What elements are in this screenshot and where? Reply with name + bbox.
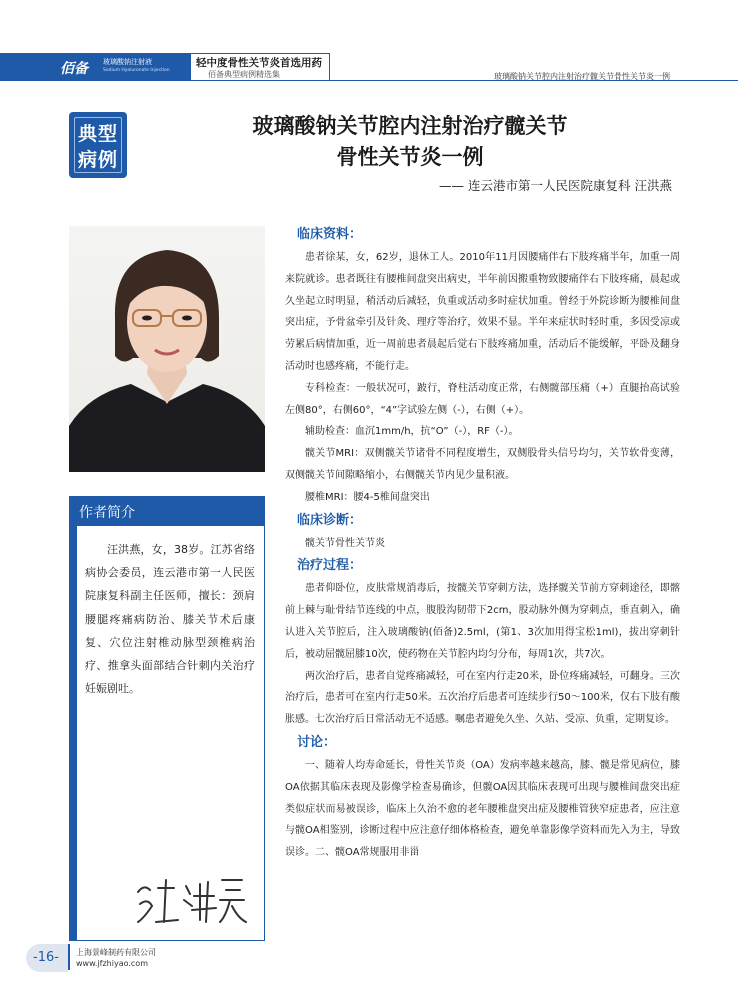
author-intro-heading: 作者简介 [79, 505, 135, 521]
treatment-outcome: 两次治疗后，患者自觉疼痛减轻，可在室内行走20米，卧位疼痛减轻，可翻身。三次治疗后，患者可在室内行走50米。五次治疗后患者可连续步行50～100米，仅右下肢有酸胀感。七次治疗后日常活动无不适感。嘱患者避免久坐、久站、受凉、负重，定期复诊。 [285, 670, 680, 726]
article-body [285, 225, 680, 864]
section-heading-treatment: 治疗过程： [297, 558, 363, 574]
clinical-history: 患者徐某，女，62岁，退休工人。2010年11月因腰痛伴右下肢疼痛半年，加重一周来院就诊。患者既往有腰椎间盘突出病史，半年前因搬重物致腰痛伴右下肢疼痛，晨起或久坐起立时明显，稍活动后减轻，负重或活动多时症状加重。曾经于外院诊断为腰椎间盘突出症，予骨盆牵引及针灸、理疗等治疗，效果不显。半年来症状时轻时重，多因受凉或劳累后病情加重，近一周前患者晨起后觉右下肢疼痛加重，活动后不能缓解，平卧及翻身活动时也感疼痛，不能行走。 [285, 252, 680, 372]
article-title-line1: 玻璃酸钠关节腔内注射治疗髋关节 [252, 114, 568, 138]
clinical-lumbar-mri-label: 腰椎MRI： [305, 491, 354, 503]
clinical-hip-mri-label: 髋关节MRI： [305, 448, 365, 460]
running-title: 玻璃酸钠关节腔内注射治疗髋关节骨性关节炎一例 [494, 72, 670, 81]
case-badge-line1: 典型 [77, 123, 118, 145]
brand-product-en: Sodium Hyaluronate Injection [103, 68, 170, 73]
section-heading-clinical: 临床资料： [297, 227, 363, 242]
clinical-exam-label: 专科检查： [305, 382, 356, 394]
article-title-line2: 骨性关节炎一例 [336, 145, 484, 169]
header-band [0, 53, 190, 81]
clinical-aux-text: 血沉1mm/h，抗“O”（-），RF（-）。 [355, 426, 519, 438]
header-tab-title: 轻中度骨性关节炎首选用药 [196, 57, 322, 69]
clinical-hip-mri [285, 443, 680, 487]
clinical-exam [285, 378, 680, 422]
clinical-exam-text: 一般状况可，跛行，脊柱活动度正常，右侧髋部压痛（+）直腿抬高试验左侧80°，右侧60°，“4”字试验左侧（-），右侧（+）。 [285, 382, 680, 416]
clinical-lumbar-mri-text: 腰4-5椎间盘突出 [353, 491, 430, 503]
case-badge-line2: 病例 [77, 149, 118, 171]
brand-logo: 佰备 [60, 61, 88, 77]
author-intro-strip [69, 496, 77, 941]
header-tab-subtitle: 佰备典型病例精选集 [208, 70, 280, 79]
treatment-procedure: 患者仰卧位，皮肤常规消毒后，按髋关节穿刺方法，选择髋关节前方穿刺途径，即髂前上棘与耻骨结节连线的中点，腹股沟韧带下2cm，股动脉外侧为穿刺点，垂直刺入，确认进入关节腔后，注入玻璃酸钠(佰备)2.5ml，(第1、3次加用得宝松1ml)，拔出穿刺针后，被动屈髋屈膝10次，使药物在关节腔内均匀分布，每周1次，共7次。 [285, 583, 680, 660]
diagnosis-text: 髋关节骨性关节炎 [305, 537, 385, 549]
footer-url: www.jfzhiyao.com [76, 959, 148, 968]
section-heading-discussion: 讨论： [297, 734, 337, 750]
discussion-text: 一、随着人均寿命延长，骨性关节炎（OA）发病率越来越高，膝、髋是常见病位，膝OA依据其临床表现及影像学检查易确诊，但髋OA因其临床表现可出现与腰椎间盘突出症类似症状而易被误诊，临床上久治不愈的老年腰椎盘突出症及腰椎管狭窄症患者，应注意与髋OA相鉴别，诊断过程中应注意仔细体格检查，避免单靠影像学资料而先入为主，导致误诊。二、髋OA常规服用非甾 [285, 759, 680, 859]
clinical-lumbar-mri [285, 487, 680, 509]
footer-divider [68, 944, 70, 970]
footer-company: 上海景峰制药有限公司 [76, 948, 156, 957]
author-signature [130, 870, 250, 930]
author-photo [69, 226, 265, 472]
author-bio: 汪洪燕，女，38岁。江苏省络病协会委员，连云港市第一人民医院康复科副主任医师，擅长：颈肩腰腿疼痛病防治、膝关节术后康复、穴位注射椎动脉型颈椎病治疗、推拿头面部结合针刺内关治疗妊娠剧吐。 [85, 543, 255, 696]
clinical-aux [285, 421, 680, 443]
page-number: -16- [33, 950, 59, 965]
clinical-aux-label: 辅助检查： [305, 426, 355, 438]
section-heading-diagnosis: 临床诊断： [297, 512, 363, 528]
article-byline: —— 连云港市第一人民医院康复科 汪洪燕 [439, 178, 672, 193]
clinical-hip-mri-text: 双侧髋关节诸骨不同程度增生，双侧股骨头信号均匀，关节软骨变薄，双侧髋关节间隙略缩小，右侧髋关节内见少量积液。 [285, 448, 680, 481]
brand-product-name: 玻璃酸钠注射液 [103, 58, 152, 66]
